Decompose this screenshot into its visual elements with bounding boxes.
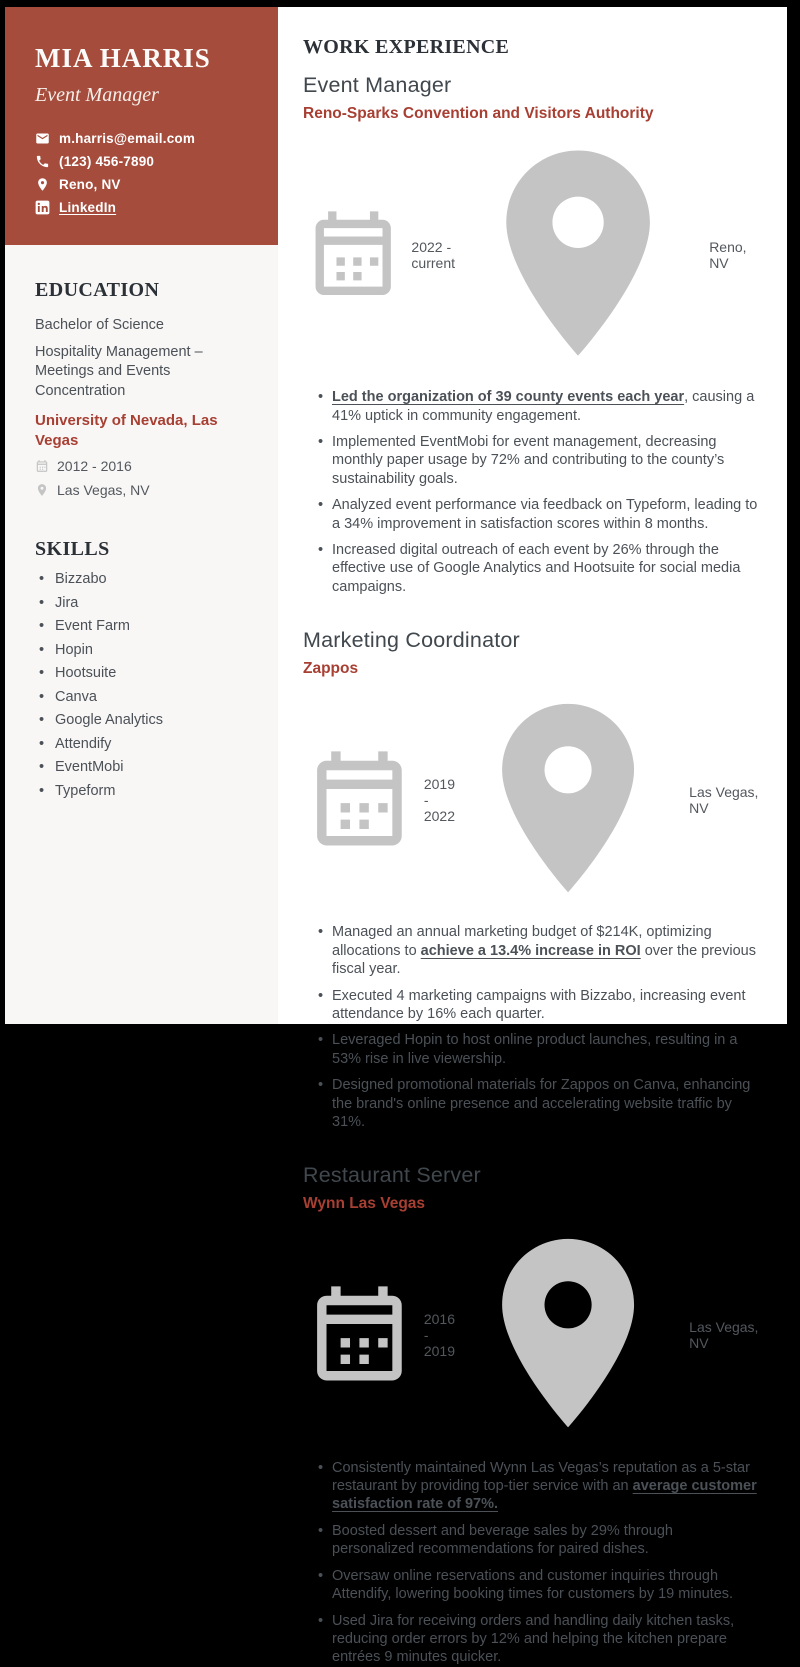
jobs-container bbox=[303, 73, 759, 1667]
bullet-item bbox=[303, 1459, 759, 1514]
skill-item: • Canva bbox=[35, 689, 250, 705]
job-dates-wrap bbox=[303, 203, 455, 306]
education-dates: 2012 - 2016 bbox=[57, 458, 132, 475]
bullet-item bbox=[303, 541, 759, 596]
job-dates: 2019 - 2022 bbox=[423, 775, 455, 824]
phone-icon bbox=[35, 154, 50, 169]
job-location: Las Vegas, NV bbox=[689, 1319, 759, 1352]
calendar-icon bbox=[303, 203, 403, 306]
education-school: University of Nevada, Las Vegas bbox=[35, 412, 218, 449]
sidebar-body bbox=[5, 245, 278, 819]
bullet-highlight: achieve a 13.4% increase in ROI bbox=[420, 942, 641, 959]
bullet-item bbox=[303, 923, 759, 978]
job-location-wrap bbox=[455, 1220, 759, 1449]
calendar-icon bbox=[303, 742, 416, 858]
sidebar bbox=[5, 7, 278, 1024]
bullet-text: , causing a 41% uptick in community engagement. bbox=[332, 389, 755, 424]
email-icon bbox=[35, 131, 50, 146]
skill-item: • Attendify bbox=[35, 736, 250, 752]
bullet-item bbox=[303, 1522, 759, 1559]
calendar-icon bbox=[35, 459, 49, 473]
job-location-wrap bbox=[455, 130, 759, 379]
contact-text: Reno, NV bbox=[59, 177, 121, 192]
education-heading: EDUCATION bbox=[35, 279, 160, 301]
contact-email bbox=[35, 131, 250, 146]
contact-text: (123) 456-7890 bbox=[59, 154, 155, 169]
bullet-text: Boosted dessert and beverage sales by 29% through personalized recommendations for paired dishes. bbox=[332, 1522, 673, 1558]
job-title: Marketing Coordinator bbox=[303, 628, 520, 653]
skill-item: • Hopin bbox=[35, 642, 250, 658]
bullet-item bbox=[303, 1612, 759, 1667]
job-company: Reno-Sparks Convention and Visitors Authority bbox=[303, 105, 654, 122]
bullet-highlight: average customer satisfaction rate of 97%. bbox=[332, 1478, 757, 1513]
job-company: Wynn Las Vegas bbox=[303, 1195, 426, 1213]
resume-page bbox=[5, 7, 787, 1666]
education-location-row bbox=[35, 482, 250, 498]
job-bullets bbox=[303, 923, 759, 1131]
job-meta-row bbox=[303, 1220, 759, 1449]
job-location: Las Vegas, NV bbox=[689, 783, 759, 816]
identity-block bbox=[5, 7, 278, 245]
bullet-item bbox=[303, 433, 759, 488]
job-bullets bbox=[303, 1459, 759, 1667]
education-dates-row bbox=[35, 458, 250, 474]
work-experience-heading: WORK EXPERIENCE bbox=[303, 36, 510, 58]
bullet-highlight: Led the organization of 39 county events each year bbox=[332, 389, 685, 406]
bullet-text: over the previous fiscal year. bbox=[332, 942, 756, 978]
contact-linkedin bbox=[35, 200, 250, 215]
job-company: Zappos bbox=[303, 660, 359, 678]
calendar-icon bbox=[303, 1277, 416, 1393]
person-job-title: Event Manager bbox=[35, 84, 159, 106]
bullet-text: Used Jira for receiving orders and handling daily kitchen tasks, reducing order errors by 12% and helping the kitchen prepare entrées 9 minutes quicker. bbox=[332, 1612, 735, 1666]
skill-item: • Event Farm bbox=[35, 618, 250, 634]
skill-item: • EventMobi bbox=[35, 759, 250, 775]
contact-phone bbox=[35, 154, 250, 169]
bullet-text: Oversaw online reservations and customer inquiries through Attendify, lowering booking times for customers by 19 minutes. bbox=[332, 1567, 734, 1603]
job-meta-row bbox=[303, 685, 759, 914]
education-program: Hospitality Management – Meetings and Events Concentration bbox=[35, 343, 203, 399]
bullet-text: Analyzed event performance via feedback on Typeform, leading to a 34% improvement in satisfaction scores within 8 months. bbox=[332, 497, 758, 532]
education-degree: Bachelor of Science bbox=[35, 317, 164, 333]
pin-gray-icon bbox=[455, 685, 681, 914]
location-icon bbox=[35, 483, 49, 497]
skill-item: • Hootsuite bbox=[35, 665, 250, 681]
main-column bbox=[278, 7, 787, 1666]
job-dates: 2022 - current bbox=[411, 238, 455, 271]
skills-section bbox=[35, 538, 250, 799]
job-entry bbox=[303, 73, 759, 596]
job-location-wrap bbox=[455, 685, 759, 914]
skill-item: • Typeform bbox=[35, 783, 250, 799]
bullet-text: Implemented EventMobi for event management, decreasing monthly paper usage by 72% and contributing to the county’s sustainability goals. bbox=[332, 434, 725, 487]
location-icon bbox=[35, 177, 50, 192]
contact-list bbox=[35, 131, 250, 215]
bullet-text: Executed 4 marketing campaigns with Bizzabo, increasing event attendance by 16% each quarter. bbox=[332, 987, 746, 1023]
person-name: MIA HARRIS bbox=[35, 43, 211, 73]
education-location: Las Vegas, NV bbox=[57, 482, 150, 499]
job-dates-wrap bbox=[303, 1277, 455, 1393]
job-entry bbox=[303, 1163, 759, 1666]
bullet-item bbox=[303, 1031, 759, 1068]
skill-item: • Jira bbox=[35, 595, 250, 611]
skills-heading: SKILLS bbox=[35, 538, 110, 561]
bullet-item bbox=[303, 987, 759, 1024]
education-section bbox=[35, 279, 250, 498]
job-location: Reno, NV bbox=[709, 238, 747, 271]
skill-item: • Bizzabo bbox=[35, 571, 250, 587]
pin-gray-icon bbox=[455, 130, 701, 379]
bullet-text: Managed an annual marketing budget of $214K, optimizing allocations to bbox=[332, 924, 712, 959]
job-title: Event Manager bbox=[303, 73, 452, 97]
bullet-text: Leveraged Hopin to host online product launches, resulting in a 53% rise in live viewership. bbox=[332, 1032, 738, 1067]
job-dates-wrap bbox=[303, 742, 455, 858]
contact-text: m.harris@email.com bbox=[59, 131, 196, 146]
skill-item: • Google Analytics bbox=[35, 712, 250, 728]
contact-location bbox=[35, 177, 250, 192]
bullet-item bbox=[303, 1567, 759, 1604]
linkedin-icon bbox=[35, 200, 50, 215]
bullet-text: Increased digital outreach of each event by 26% through the effective use of Google Analytics and Hootsuite for social media campaigns. bbox=[332, 542, 741, 595]
bullet-text: Consistently maintained Wynn Las Vegas’s reputation as a 5-star restaurant by providing top-tier service with an bbox=[332, 1459, 750, 1495]
contact-text[interactable]: LinkedIn bbox=[59, 200, 117, 215]
pin-gray-icon bbox=[455, 1220, 681, 1449]
job-meta-row bbox=[303, 130, 759, 379]
skills-list bbox=[35, 571, 250, 799]
job-dates: 2016 - 2019 bbox=[423, 1311, 455, 1360]
job-bullets bbox=[303, 388, 759, 596]
job-title: Restaurant Server bbox=[303, 1163, 481, 1188]
bullet-text: Designed promotional materials for Zappos on Canva, enhancing the brand's online presence and accelerating website traffic by 31%. bbox=[332, 1077, 751, 1131]
bullet-item bbox=[303, 388, 759, 425]
bullet-item bbox=[303, 1076, 759, 1131]
bullet-item bbox=[303, 496, 759, 533]
job-entry bbox=[303, 628, 759, 1131]
